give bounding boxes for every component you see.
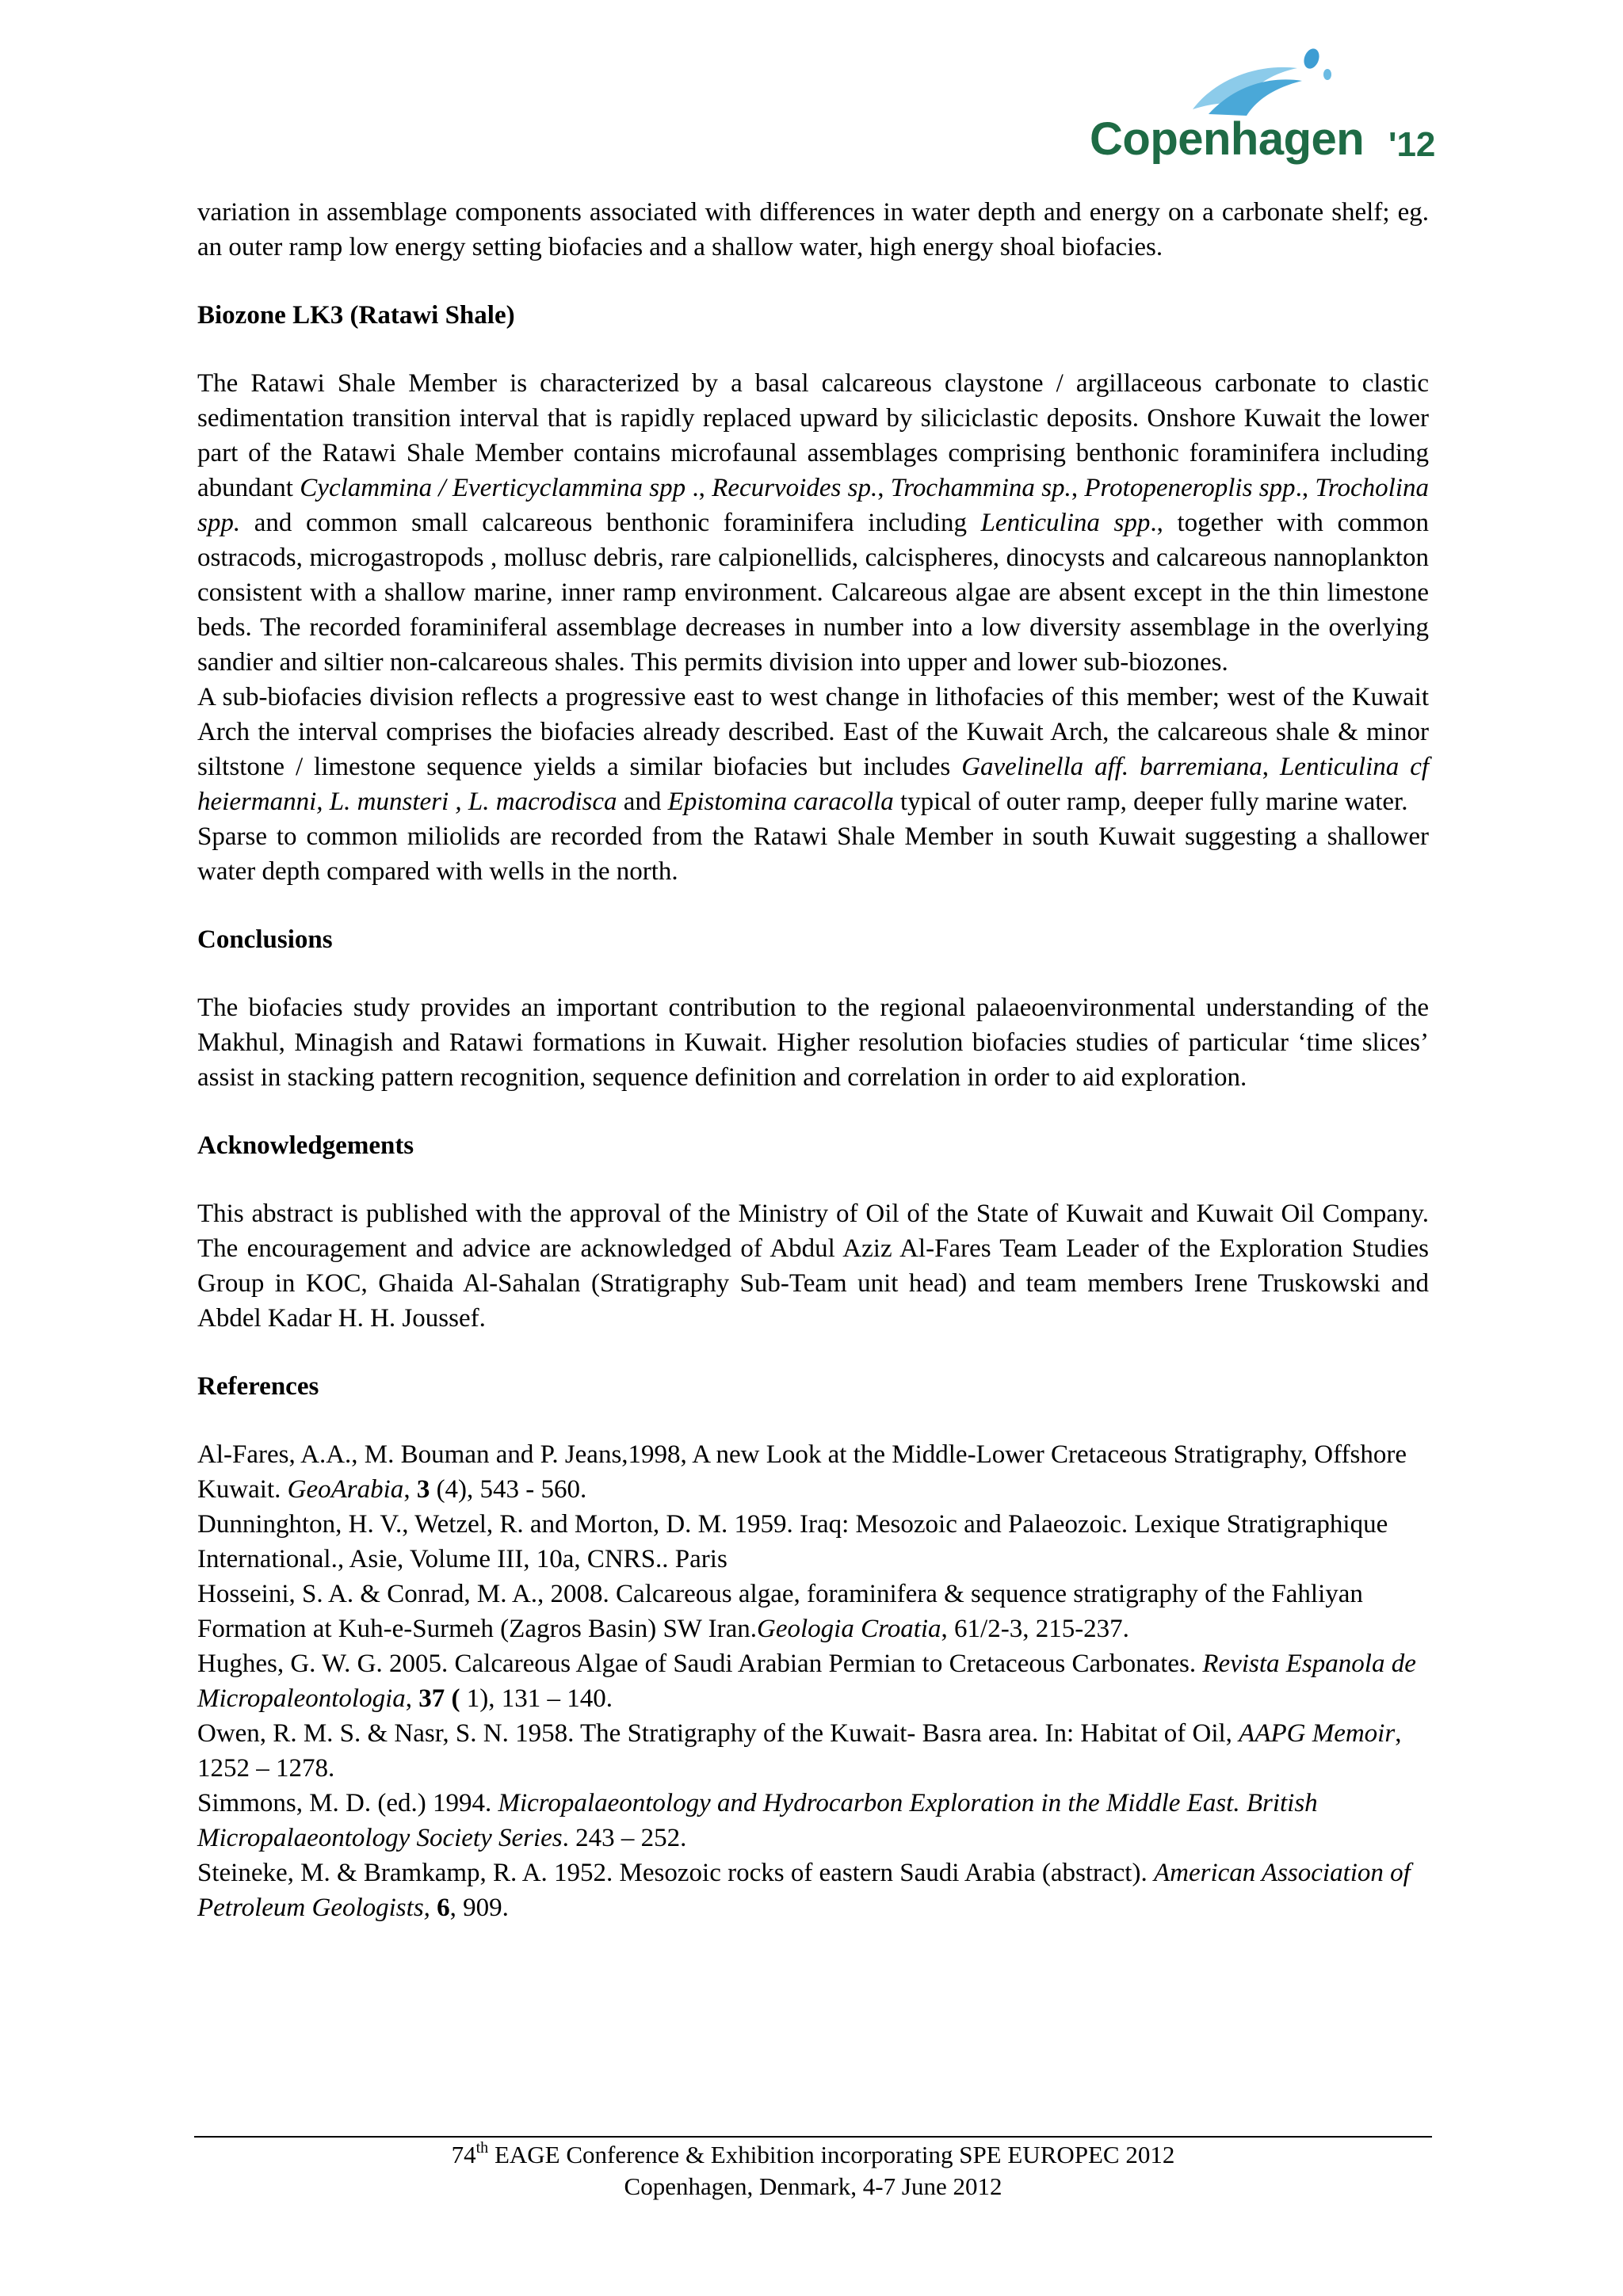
reference-item: Simmons, M. D. (ed.) 1994. Micropalaeontology and Hydrocarbon Exploration in the Middle East. British Micropalaeontology Society Series. 243 – 252. [197,1789,1318,1852]
acknowledgements-paragraph: This abstract is published with the approval of the Ministry of Oil of the State of Kuwait and Kuwait Oil Company. The encouragement and advice are acknowledged of Abdul Aziz Al-Fares Team Leader of the Exploration Studies Group in KOC, Ghaida Al-Sahalan (Stratigraphy Sub-Team unit head) and team members Irene Truskowski and Abdel Kadar H. H. Joussef. [197,1199,1429,1333]
section-heading-acknowledgements: Acknowledgements [197,1131,414,1160]
footer-line-2: Copenhagen, Denmark, 4-7 June 2012 [624,2172,1002,2200]
reference-item: Dunninghton, H. V., Wetzel, R. and Morton, D. M. 1959. Iraq: Mesozoic and Palaeozoic. Lexique Stratigraphique International., Asie, Volume III, 10a, CNRS.. Paris [197,1510,1388,1573]
footer-line-1: 74th EAGE Conference & Exhibition incorporating SPE EUROPEC 2012 [451,2138,1175,2168]
footer-divider [194,2136,1432,2138]
reference-item: Hosseini, S. A. & Conrad, M. A., 2008. Calcareous algae, foraminifera & sequence stratigraphy of the Fahliyan Formation at Kuh-e-Surmeh (Zagros Basin) SW Iran.Geologia Croatia, 61/2-3, 215-237. [197,1580,1363,1643]
logo-wordmark: Copenhagen [1090,113,1365,165]
reference-item: Al-Fares, A.A., M. Bouman and P. Jeans,1998, A new Look at the Middle-Lower Cretaceous Stratigraphy, Offshore Kuwait. GeoArabia, 3 (4), 543 - 560. [197,1440,1407,1504]
reference-item: Hughes, G. W. G. 2005. Calcareous Algae of Saudi Arabian Permian to Cretaceous Carbonates. Revista Espanola de Micropaleontologia, 37 ( 1), 131 – 140. [197,1650,1416,1713]
logo-year: '12 [1388,125,1436,164]
section-heading-conclusions: Conclusions [197,925,333,954]
section-heading-references: References [197,1372,319,1401]
conclusions-paragraph: The biofacies study provides an important contribution to the regional palaeoenvironmental understanding of the Makhul, Minagish and Ratawi formations in Kuwait. Higher resolution biofacies studies of particular ‘time slices’ assist in stacking pattern recognition, sequence definition and correlation in order to aid exploration. [197,994,1429,1092]
intro-paragraph: variation in assemblage components associated with differences in water depth and energy on a carbonate shelf; eg. an outer ramp low energy setting biofacies and a shallow water, high energy shoal biofacies. [197,198,1429,261]
reference-item: Owen, R. M. S. & Nasr, S. N. 1958. The Stratigraphy of the Kuwait- Basra area. In: Habitat of Oil, AAPG Memoir, 1252 – 1278. [197,1719,1402,1783]
conference-logo [1090,46,1454,181]
document-body [197,195,1429,1925]
section-heading-biozone: Biozone LK3 (Ratawi Shale) [197,301,515,330]
biozone-paragraph-1: The Ratawi Shale Member is characterized by a basal calcareous claystone / argillaceous carbonate to clastic sedimentation transition interval that is rapidly replaced upward by siliciclastic deposits. Onshore Kuwait the lower part of the Ratawi Shale Member contains microfaunal assemblages comprising benthonic foraminifera including abundant Cyclammina / Everticyclammina spp ., Recurvoides sp., Trochammina sp., Protopeneroplis spp., Trocholina spp. and common small calcareous benthonic foraminifera including Lenticulina spp., together with common ostracods, microgastropods , mollusc debris, rare calpionellids, calcispheres, dinocysts and calcareous nannoplankton consistent with a shallow marine, inner ramp environment. Calcareous algae are absent except in the thin limestone beds. The recorded foraminiferal assemblage decreases in number into a low diversity assemblage in the overlying sandier and siltier non-calcareous shales. This permits division into upper and lower sub-biozones. [197,369,1430,677]
biozone-paragraph-3: Sparse to common miliolids are recorded from the Ratawi Shale Member in south Kuwait suggesting a shallower water depth compared with wells in the north. [197,822,1429,886]
reference-item: Steineke, M. & Bramkamp, R. A. 1952. Mesozoic rocks of eastern Saudi Arabia (abstract). American Association of Petroleum Geologists, 6, 909. [197,1859,1411,1922]
page-footer [194,2139,1432,2203]
biozone-paragraph-2: A sub-biofacies division reflects a progressive east to west change in lithofacies of this member; west of the Kuwait Arch the interval comprises the biofacies already described. East of the Kuwait Arch, the calcareous shale & minor siltstone / limestone sequence yields a similar biofacies but includes Gavelinella aff. barremiana, Lenticulina cf heiermanni, L. munsteri , L. macrodisca and Epistomina caracolla typical of outer ramp, deeper fully marine water. [197,683,1430,816]
